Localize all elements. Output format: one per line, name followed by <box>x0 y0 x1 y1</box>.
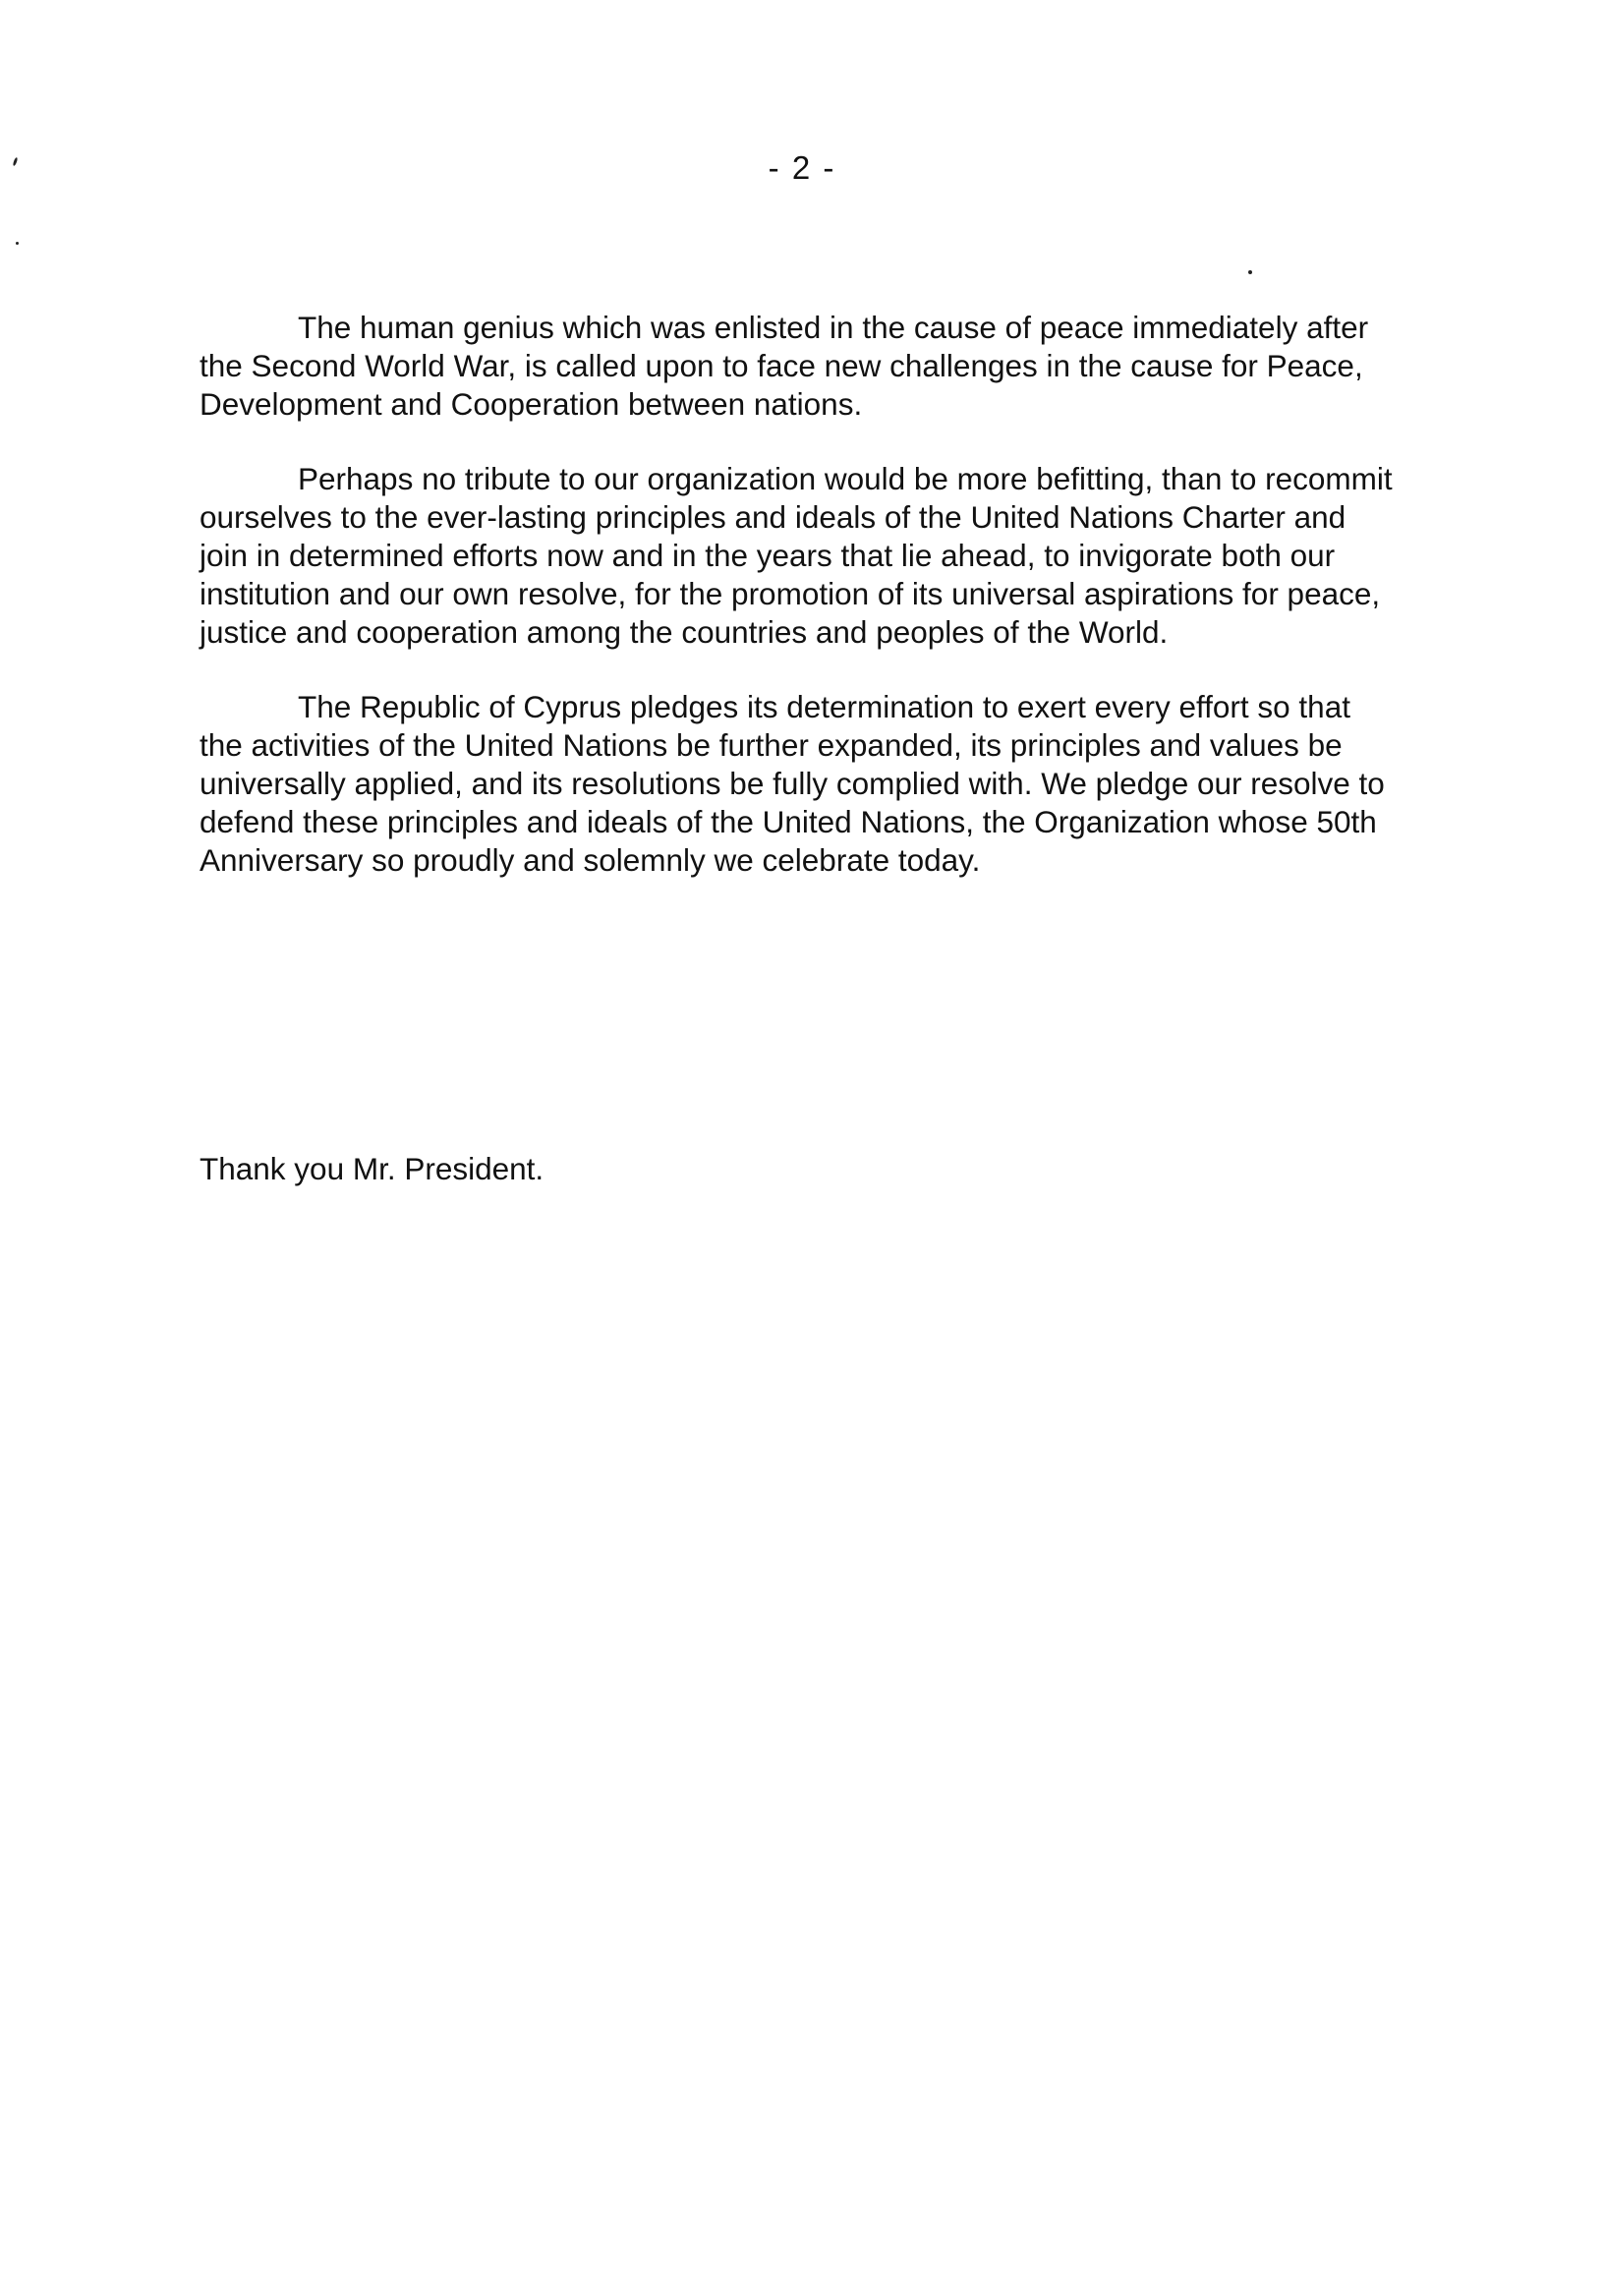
scan-speck <box>16 242 19 245</box>
page-number: - 2 - <box>768 149 836 186</box>
paragraph-1: The human genius which was enlisted in the cause of peace immediately after the Second World War, is called upon to face new challenges in the cause for Peace, Development and Cooperation between nations. <box>200 310 1369 422</box>
paragraph-2: Perhaps no tribute to our organization would be more befitting, than to recommit ourselves to the ever-lasting principles and ideals of the United Nations Charter and join in determined efforts now and in the years that lie ahead, to invigorate both our institution and our own resolve, for the promotion of its universal aspirations for peace, justice and cooperation among the countries and peoples of the World. <box>200 461 1393 650</box>
document-body <box>200 309 1399 916</box>
scan-speck <box>1248 270 1252 274</box>
closing-line: Thank you Mr. President. <box>200 1151 544 1186</box>
paragraph-3: The Republic of Cyprus pledges its determination to exert every effort so that the activities of the United Nations be further expanded, its principles and values be universally applied, and its resolutions be fully complied with. We pledge our resolve to defend these principles and ideals of the United Nations, the Organization whose 50th Anniversary so proudly and solemnly we celebrate today. <box>200 689 1385 878</box>
